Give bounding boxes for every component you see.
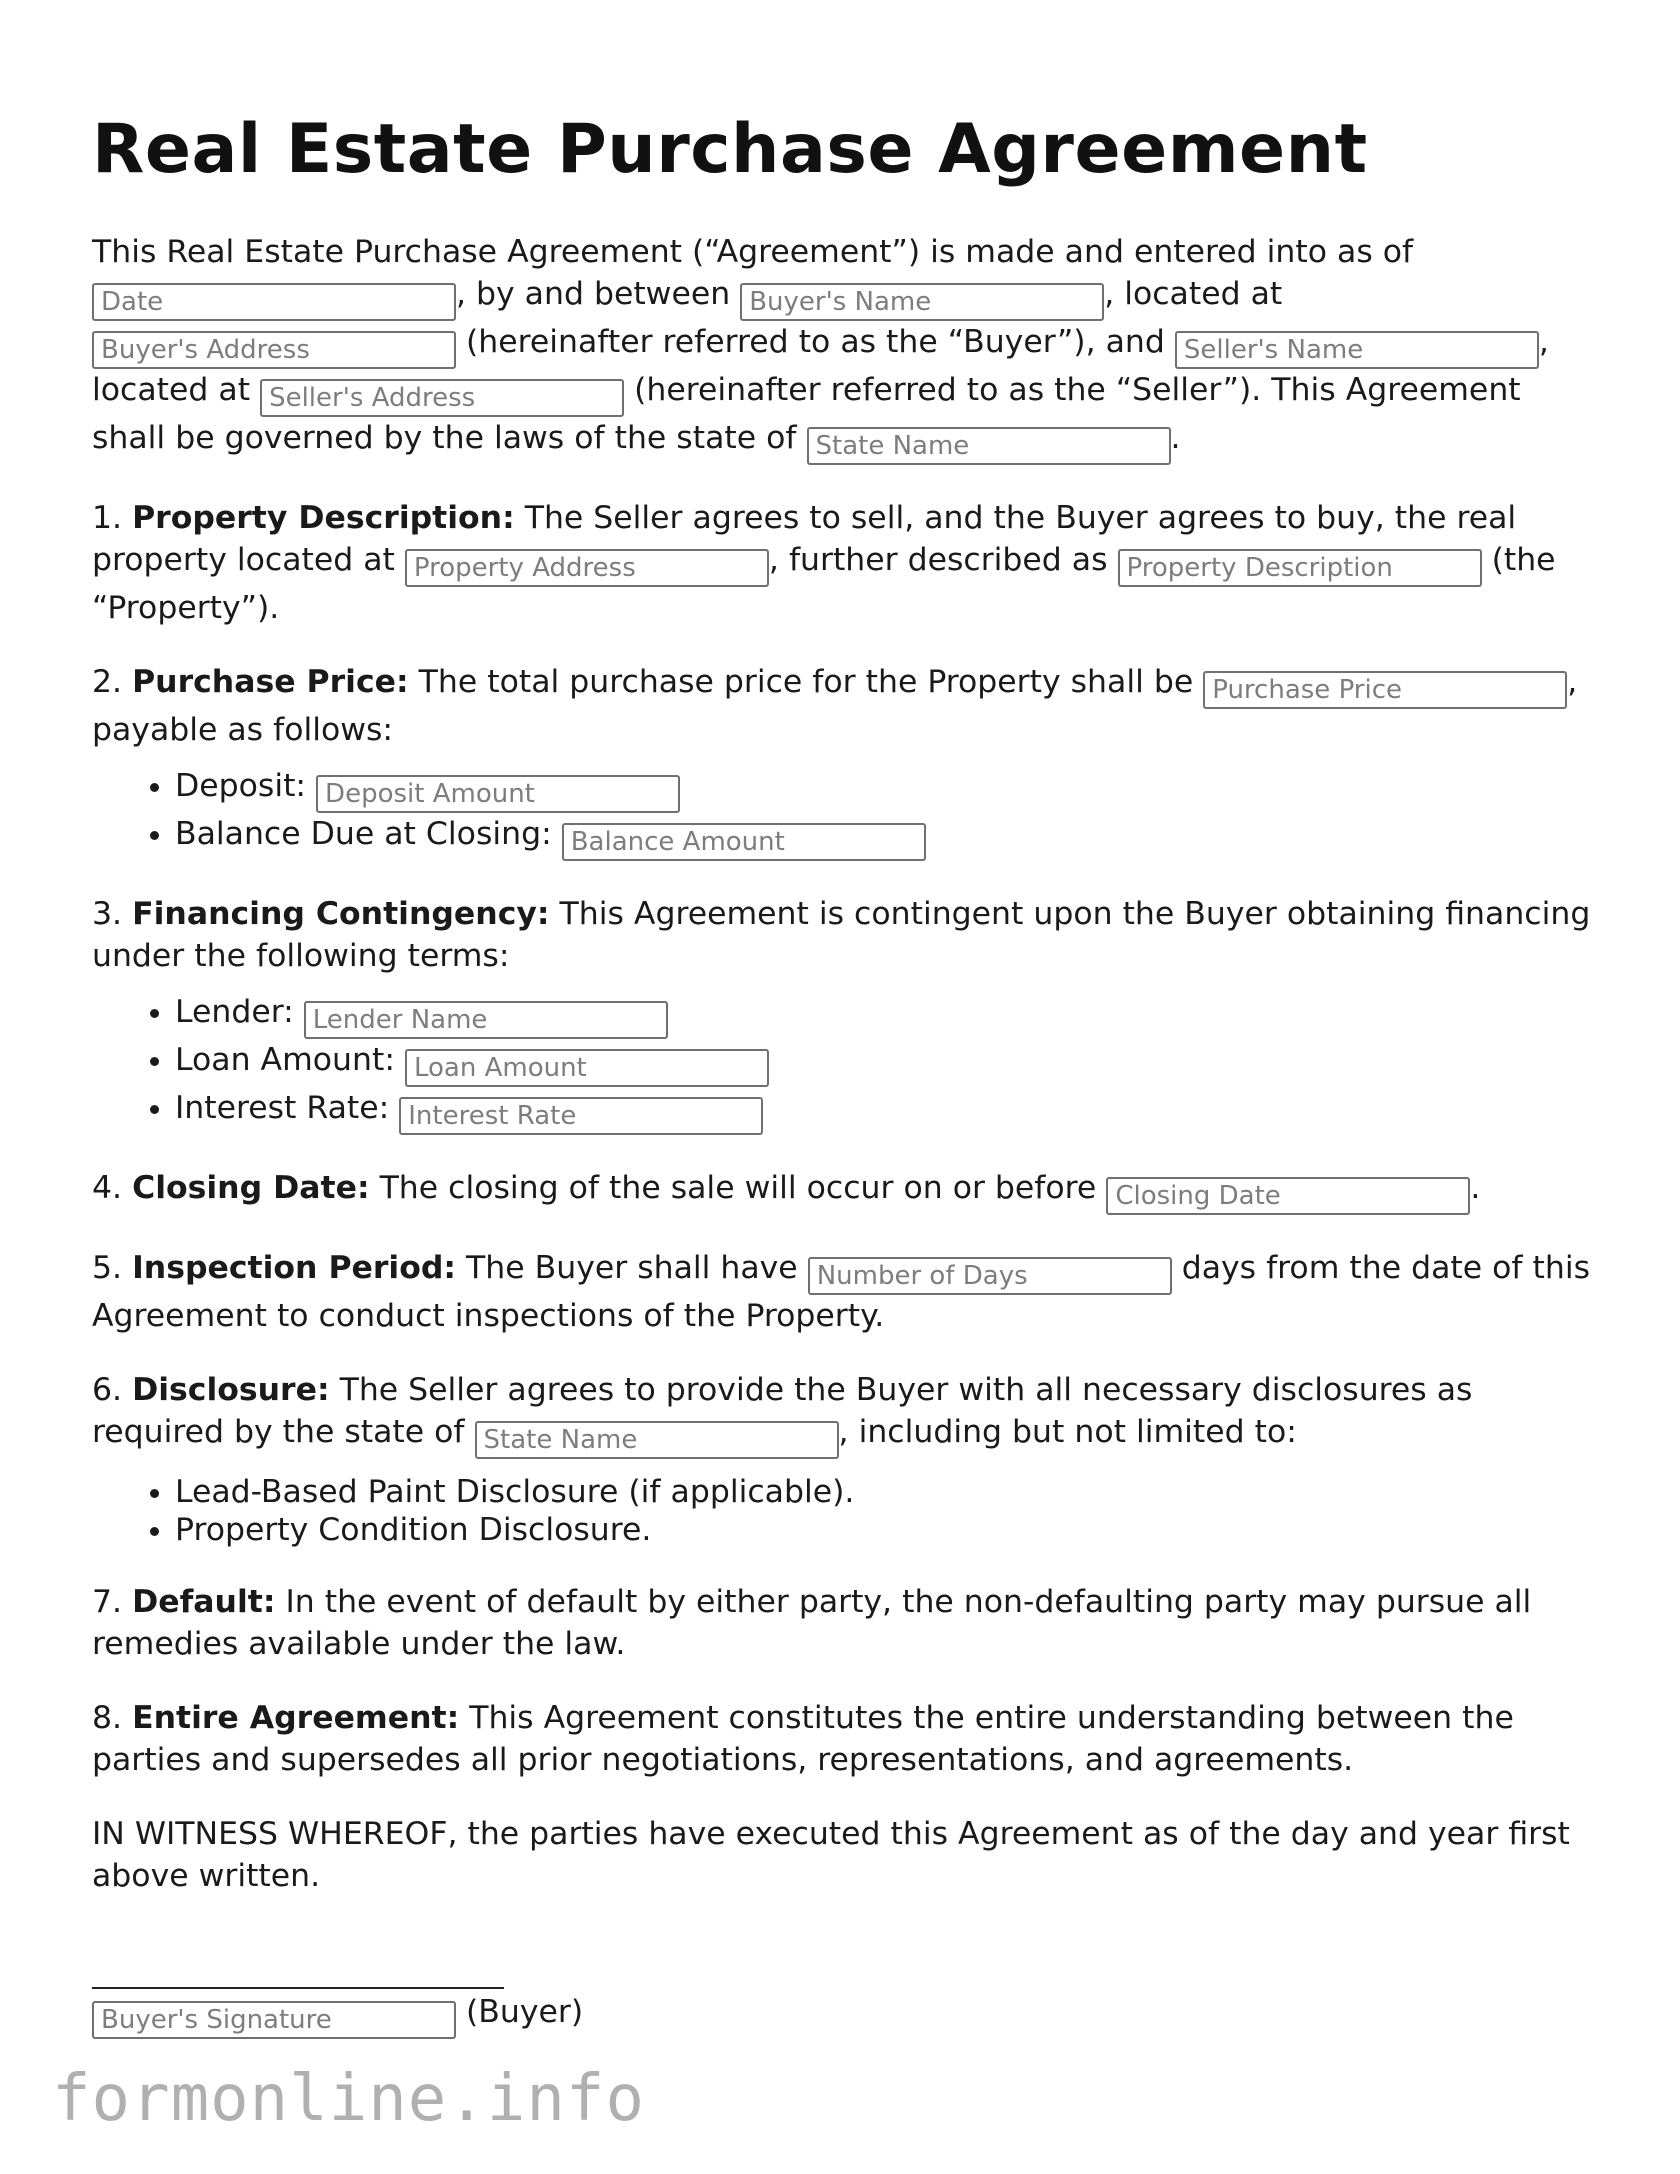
section-text: days from the date of this Agreement to conduct inspections of the Property. bbox=[92, 1250, 1591, 1334]
number-of-days-input[interactable] bbox=[808, 1257, 1172, 1295]
section-text: (the “Property”). bbox=[92, 542, 1556, 626]
buyer-name-input[interactable] bbox=[740, 283, 1104, 321]
section-text: The Buyer shall have bbox=[466, 1250, 798, 1286]
section-number: 7. bbox=[92, 1584, 123, 1620]
list-item: • Property Condition Disclosure. bbox=[175, 1511, 1592, 1549]
intro-text: , located at bbox=[92, 324, 1549, 408]
section-number: 6. bbox=[92, 1372, 123, 1408]
section-number: 8. bbox=[92, 1700, 123, 1736]
intro-text: . bbox=[1170, 420, 1181, 456]
lender-name-input[interactable] bbox=[304, 1001, 668, 1039]
intro-text: , located at bbox=[1104, 276, 1283, 312]
section-number: 5. bbox=[92, 1250, 123, 1286]
section-text: , further described as bbox=[768, 542, 1108, 578]
section-inspection-period bbox=[92, 1247, 1592, 1337]
intro-text: , by and between bbox=[456, 276, 731, 312]
section-heading: Inspection Period: bbox=[132, 1250, 457, 1286]
section-disclosure bbox=[92, 1369, 1592, 1459]
witness-paragraph: IN WITNESS WHEREOF, the parties have executed this Agreement as of the day and year first above written. bbox=[92, 1816, 1570, 1894]
section-heading: Property Description: bbox=[132, 500, 515, 536]
section-entire-agreement bbox=[92, 1697, 1592, 1781]
list-item: • Lead-Based Paint Disclosure (if applicable). bbox=[175, 1473, 1592, 1511]
balance-amount-input[interactable] bbox=[562, 823, 926, 861]
section-text: In the event of default by either party, the non-defaulting party may pursue all remedies available under the law. bbox=[92, 1584, 1532, 1662]
payment-list bbox=[92, 765, 1592, 861]
list-item bbox=[175, 991, 1592, 1039]
interest-rate-label: Interest Rate: bbox=[175, 1090, 390, 1126]
financing-list bbox=[92, 991, 1592, 1135]
state-name-input[interactable] bbox=[807, 427, 1171, 465]
section-property-description bbox=[92, 497, 1592, 629]
section-heading: Entire Agreement: bbox=[132, 1700, 460, 1736]
section-financing bbox=[92, 893, 1592, 977]
section-text: The total purchase price for the Property shall be bbox=[418, 664, 1194, 700]
balance-label: Balance Due at Closing: bbox=[175, 816, 552, 852]
intro-text: This Real Estate Purchase Agreement (“Agreement”) is made and entered into as of bbox=[92, 234, 1414, 270]
section-text: This Agreement constitutes the entire understanding between the parties and supersedes all prior negotiations, representations, and agreements. bbox=[92, 1700, 1514, 1778]
loan-label: Loan Amount: bbox=[175, 1042, 395, 1078]
deposit-label: Deposit: bbox=[175, 768, 307, 804]
section-text: The closing of the sale will occur on or before bbox=[379, 1170, 1097, 1206]
section-text: This Agreement is contingent upon the Buyer obtaining financing under the following terms: bbox=[92, 896, 1591, 974]
section-number: 2. bbox=[92, 664, 123, 700]
lender-label: Lender: bbox=[175, 994, 294, 1030]
intro-text: (hereinafter referred to as the “Buyer”), and bbox=[466, 324, 1165, 360]
section-closing-date bbox=[92, 1167, 1592, 1215]
watermark: formonline.info bbox=[52, 2062, 645, 2136]
section-text: The Seller agrees to sell, and the Buyer agrees to buy, the real property located at bbox=[92, 500, 1517, 578]
buyer-signature-row bbox=[92, 1991, 1592, 2039]
section-heading: Default: bbox=[132, 1584, 276, 1620]
buyer-address-input[interactable] bbox=[92, 331, 456, 369]
deposit-amount-input[interactable] bbox=[316, 775, 680, 813]
seller-name-input[interactable] bbox=[1175, 331, 1539, 369]
loan-amount-input[interactable] bbox=[405, 1049, 769, 1087]
section-number: 1. bbox=[92, 500, 123, 536]
buyer-label: (Buyer) bbox=[466, 1994, 584, 2030]
purchase-price-input[interactable] bbox=[1203, 671, 1567, 709]
signature-line bbox=[92, 1951, 504, 1989]
interest-rate-input[interactable] bbox=[399, 1097, 763, 1135]
section-text: . bbox=[1470, 1170, 1481, 1206]
section-default bbox=[92, 1581, 1592, 1665]
section-purchase-price bbox=[92, 661, 1592, 751]
disclosure-list bbox=[92, 1473, 1592, 1549]
section-number: 4. bbox=[92, 1170, 123, 1206]
section-heading: Purchase Price: bbox=[132, 664, 409, 700]
section-text: , payable as follows: bbox=[92, 664, 1578, 748]
property-address-input[interactable] bbox=[405, 549, 769, 587]
property-description-input[interactable] bbox=[1118, 549, 1482, 587]
intro-paragraph bbox=[92, 231, 1592, 465]
section-text: The Seller agrees to provide the Buyer with all necessary disclosures as required by the state of bbox=[92, 1372, 1473, 1450]
date-input[interactable] bbox=[92, 283, 456, 321]
list-item bbox=[175, 1087, 1592, 1135]
list-item bbox=[175, 813, 1592, 861]
section-heading: Disclosure: bbox=[132, 1372, 330, 1408]
list-item bbox=[175, 1039, 1592, 1087]
section-heading: Closing Date: bbox=[132, 1170, 370, 1206]
document-title: Real Estate Purchase Agreement bbox=[92, 110, 1368, 189]
buyer-signature-input[interactable] bbox=[92, 2001, 456, 2039]
seller-address-input[interactable] bbox=[260, 379, 624, 417]
disclosure-state-input[interactable] bbox=[475, 1421, 839, 1459]
section-text: , including but not limited to: bbox=[838, 1414, 1297, 1450]
section-number: 3. bbox=[92, 896, 123, 932]
list-item bbox=[175, 765, 1592, 813]
section-heading: Financing Contingency: bbox=[132, 896, 550, 932]
closing-date-input[interactable] bbox=[1106, 1177, 1470, 1215]
intro-text: (hereinafter referred to as the “Seller”). This Agreement shall be governed by the laws of the state of bbox=[92, 372, 1521, 456]
agreement-document bbox=[92, 110, 1592, 2039]
